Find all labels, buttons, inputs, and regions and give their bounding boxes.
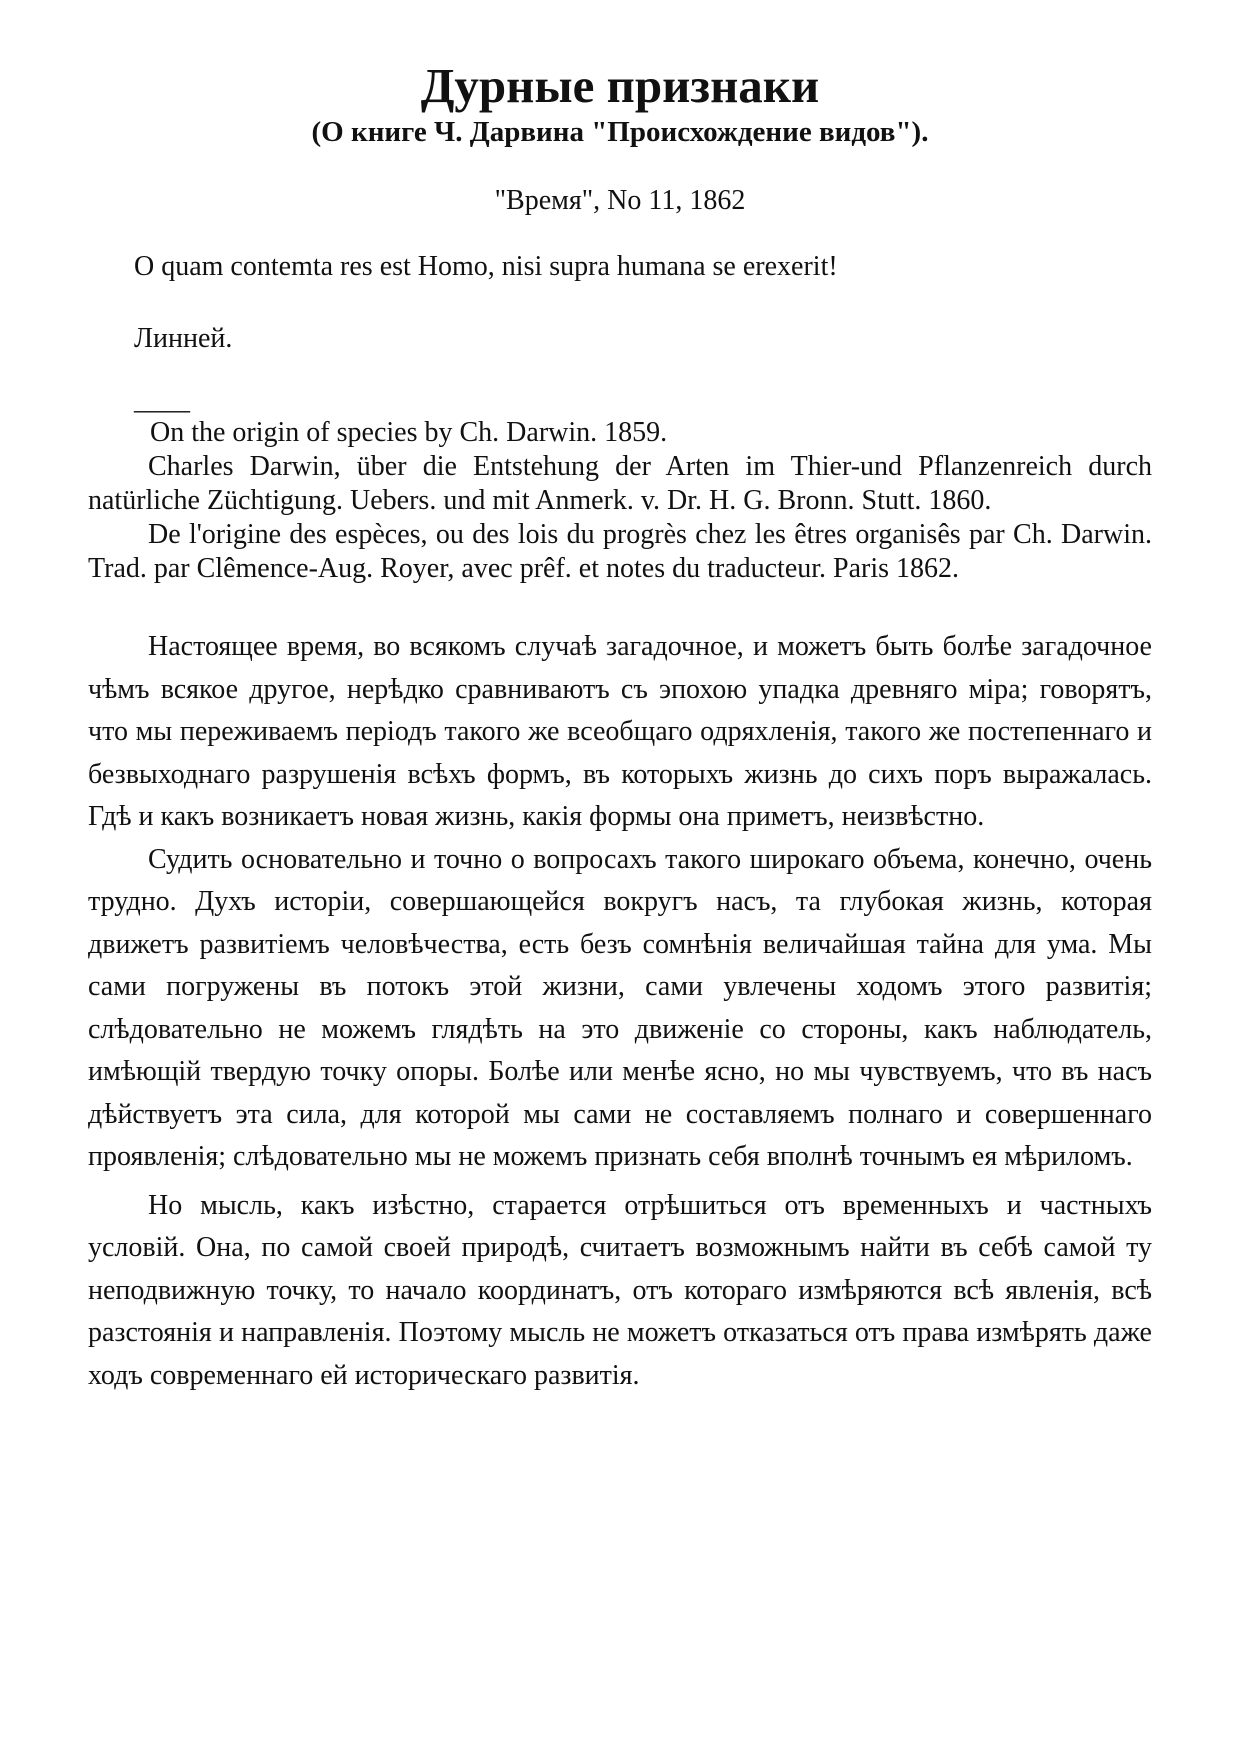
body-paragraph: Настоящее время, во всякомъ случаѣ загадочное, и можетъ быть болѣе загадочное чѣмъ всякое другое, нерѣдко сравниваютъ съ эпохою упадка древняго міра; говорятъ, что мы переживаемъ періодъ такого же всеобщаго одряхленія, такого же постепеннаго и безвыходнаго разрушенія всѣхъ формъ, въ которыхъ жизнь до сихъ поръ выражалась. Гдѣ и какъ возникаетъ новая жизнь, какія формы она приметъ, неизвѣстно.: [88, 631, 1152, 832]
body-paragraph: Но мысль, какъ изѣстно, старается отрѣшиться отъ временныхъ и частныхъ условій. Она, по самой своей природѣ, считаетъ возможнымъ найти въ себѣ самой ту неподвижную точку, то начало координатъ, отъ котораго измѣряются всѣ явленія, всѣ разстоянія и направленія. Поэтому мысль не можетъ отказаться отъ права измѣрять даже ходъ современнаго ей историческаго развитія.: [88, 1189, 1152, 1391]
document-page: [88, 58, 1152, 1397]
page-title: Дурные признаки: [420, 58, 820, 113]
epigraph-quote: O quam contemta res est Homo, nisi supra humana se erexerit!: [134, 251, 838, 282]
body-paragraph: Судить основательно и точно о вопросахъ такого широкаго объема, конечно, очень трудно. Духъ исторіи, совершающейся вокругъ насъ, та глубокая жизнь, которая движетъ развитіемъ человѣчества, есть безъ сомнѣнія величайшая тайна для ума. Мы сами погружены въ потокъ этой жизни, сами увлечены ходомъ этого развитія; слѣдовательно не можемъ глядѣть на это движеніе со стороны, какъ наблюдатель, имѣющій твердую точку опоры. Болѣе или менѣе ясно, но мы чувствуемъ, что въ насъ дѣйствуетъ эта сила, для которой мы сами не составляемъ полнаго и совершеннаго проявленія; слѣдовательно мы не можемъ признать себя вполнѣ точнымъ ея мѣриломъ.: [88, 843, 1152, 1172]
page-subtitle: (О книге Ч. Дарвина "Происхождение видов").: [311, 116, 929, 148]
bibliography-entry-german: Charles Darwin, über die Entstehung der Arten im Thier-und Pflanzenreich durch natürliche Züchtigung. Uebers. und mit Anmerk. v. Dr. H. G. Bronn. Stutt. 1860.: [88, 451, 1152, 516]
epigraph-author: Линней.: [134, 323, 233, 354]
bibliography-entry-english: On the origin of species by Ch. Darwin. 1859.: [150, 417, 668, 448]
publication-source: "Время", No 11, 1862: [494, 185, 746, 216]
bibliography-entry-french: De l'origine des espèces, ou des lois du progrès chez les êtres organisês par Ch. Darwin. Trad. par Clêmence-Aug. Royer, avec prêf. et notes du traducteur. Paris 1862.: [88, 519, 1152, 584]
footnote-rule: ____: [134, 385, 190, 416]
